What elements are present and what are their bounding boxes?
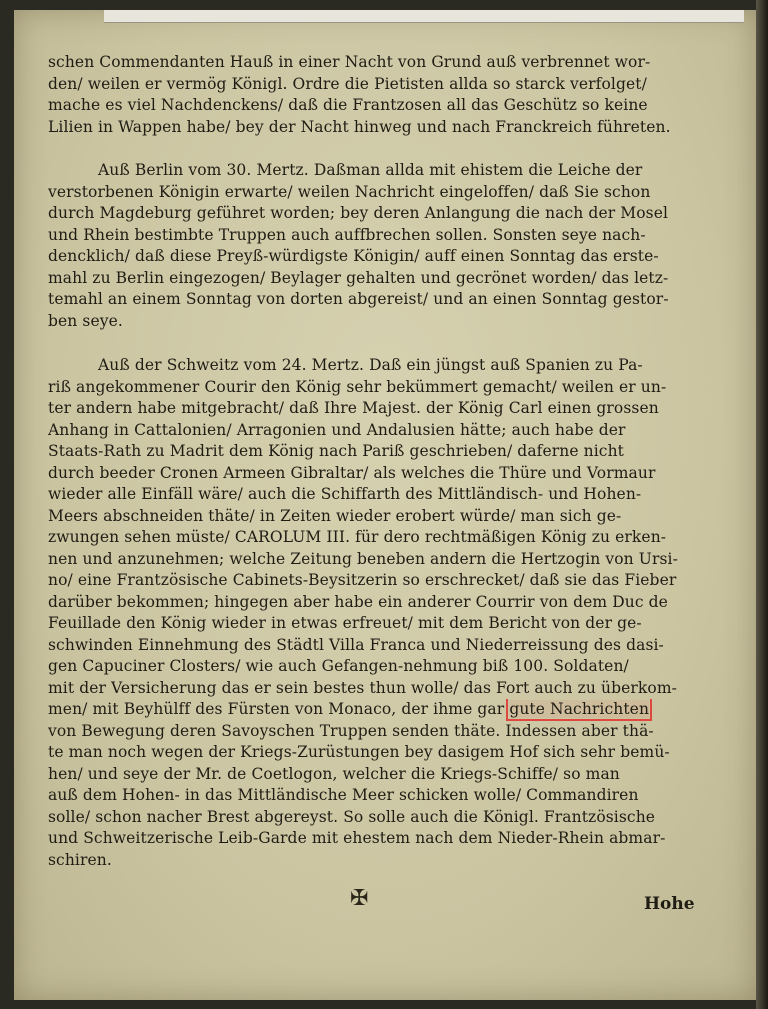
text-line: dencklich/ daß diese Preyß-würdigste Königin/ auff einen Sonntag das erste- — [48, 247, 659, 265]
text-line: mit der Versicherung das er sein bestes thun wolle/ das Fort auch zu überkom- — [48, 678, 677, 697]
document-page — [14, 10, 756, 1000]
text-line-start: men/ mit Beyhülff des Fürsten von Monaco, der ihme gar — [48, 700, 510, 718]
text-line: temahl an einem Sonntag von dorten abgereist/ und an einen Sonntag gestor- — [48, 290, 669, 308]
text-line: gen Capuciner Closters/ wie auch Gefangen-nehmung biß 100. Soldaten/ — [48, 657, 629, 675]
text-line: schiren. — [48, 850, 112, 869]
text-line: no/ eine Frantzösische Cabinets-Beysitzerin so erschrecket/ daß sie das Fieber — [48, 571, 677, 589]
text-line: von Bewegung deren Savoyschen Truppen senden thäte. Indessen aber thä- — [48, 721, 654, 740]
text-line: Auß der Schweitz vom 24. Mertz. Daß ein jüngst auß Spanien zu Pa- — [98, 356, 643, 374]
text-line: Meers abschneiden thäte/ in Zeiten wieder erobert würde/ man sich ge- — [48, 506, 622, 525]
text-line — [48, 699, 728, 721]
text-line: durch Magdeburg geführet worden; bey deren Anlangung die nach der Mosel — [48, 204, 669, 222]
text-line: durch beeder Cronen Armeen Gibraltar/ als welches die Thüre und Vormaur — [48, 463, 656, 482]
ornament-icon: ✠ — [350, 886, 369, 911]
text-line: schwinden Einnehmung des Städtl Villa Franca und Niederreissung des dasi- — [48, 635, 664, 654]
text-line: Staats-Rath zu Madrit dem König nach Pariß geschrieben/ daferne nicht — [48, 442, 625, 460]
text-line: den/ weilen er vermög Königl. Ordre die Pietisten allda so starck verfolget/ — [48, 74, 647, 93]
paragraph-berlin — [48, 160, 728, 332]
catchword: Hohe — [644, 894, 695, 914]
paragraph-schweitz — [48, 355, 728, 871]
text-line: wieder alle Einfäll wäre/ auch die Schiffarth des Mittländisch- und Hohen- — [48, 485, 642, 503]
text-line: und Schweitzerische Leib-Garde mit ehestem nach dem Nieder-Rhein abmar- — [48, 829, 666, 847]
text-line: riß angekommener Courir den König sehr bekümmert gemacht/ weilen er un- — [48, 377, 667, 396]
text-line: verstorbenen Königin erwarte/ weilen Nachricht eingeloffen/ daß Sie schon — [48, 182, 651, 201]
text-line: und Rhein bestimbte Truppen auch auffbrechen sollen. Sonsten seye nach- — [48, 225, 646, 244]
text-line: ben seye. — [48, 311, 123, 330]
text-line: Anhang in Cattalonien/ Arragonien und Andalusien hätte; auch habe der — [48, 420, 626, 439]
paragraph-continuation — [48, 52, 728, 138]
highlighted-text[interactable]: gute Nachrichten — [509, 700, 650, 718]
page-top-edge — [104, 10, 744, 23]
text-line: nen und anzunehmen; welche Zeitung beneben andern die Hertzogin von Ursi- — [48, 549, 678, 568]
text-line: solle/ schon nacher Brest abgereyst. So solle auch die Königl. Frantzösische — [48, 807, 656, 826]
text-line: te man noch wegen der Kriegs-Zurüstungen bey dasigem Hof sich sehr bemü- — [48, 743, 670, 761]
binding-shadow — [756, 0, 768, 1009]
text-line: Feuillade den König wieder in etwas erfreuet/ mit dem Bericht von der ge- — [48, 614, 642, 632]
text-line: ter andern habe mitgebracht/ daß Ihre Majest. der König Carl einen grossen — [48, 399, 659, 417]
text-line: hen/ und seye der Mr. de Coetlogon, welcher die Kriegs-Schiffe/ so man — [48, 764, 620, 783]
text-line: auß dem Hohen- in das Mittländische Meer schicken wolle/ Commandiren — [48, 786, 639, 804]
text-line: mache es viel Nachdenckens/ daß die Frantzosen all das Geschütz so keine — [48, 96, 648, 114]
text-line: Auß Berlin vom 30. Mertz. Daßman allda mit ehistem die Leiche der — [98, 161, 643, 179]
text-line: darüber bekommen; hingegen aber habe ein anderer Courrir von dem Duc de — [48, 592, 668, 611]
text-line: mahl zu Berlin eingezogen/ Beylager gehalten und gecrönet worden/ das letz- — [48, 268, 669, 287]
text-line: zwungen sehen müste/ CAROLUM III. für dero rechtmäßigen König zu erken- — [48, 528, 667, 546]
text-line: schen Commendanten Hauß in einer Nacht von Grund auß verbrennet wor- — [48, 53, 651, 71]
text-line: Lilien in Wappen habe/ bey der Nacht hinweg und nach Franckreich führeten. — [48, 117, 671, 136]
